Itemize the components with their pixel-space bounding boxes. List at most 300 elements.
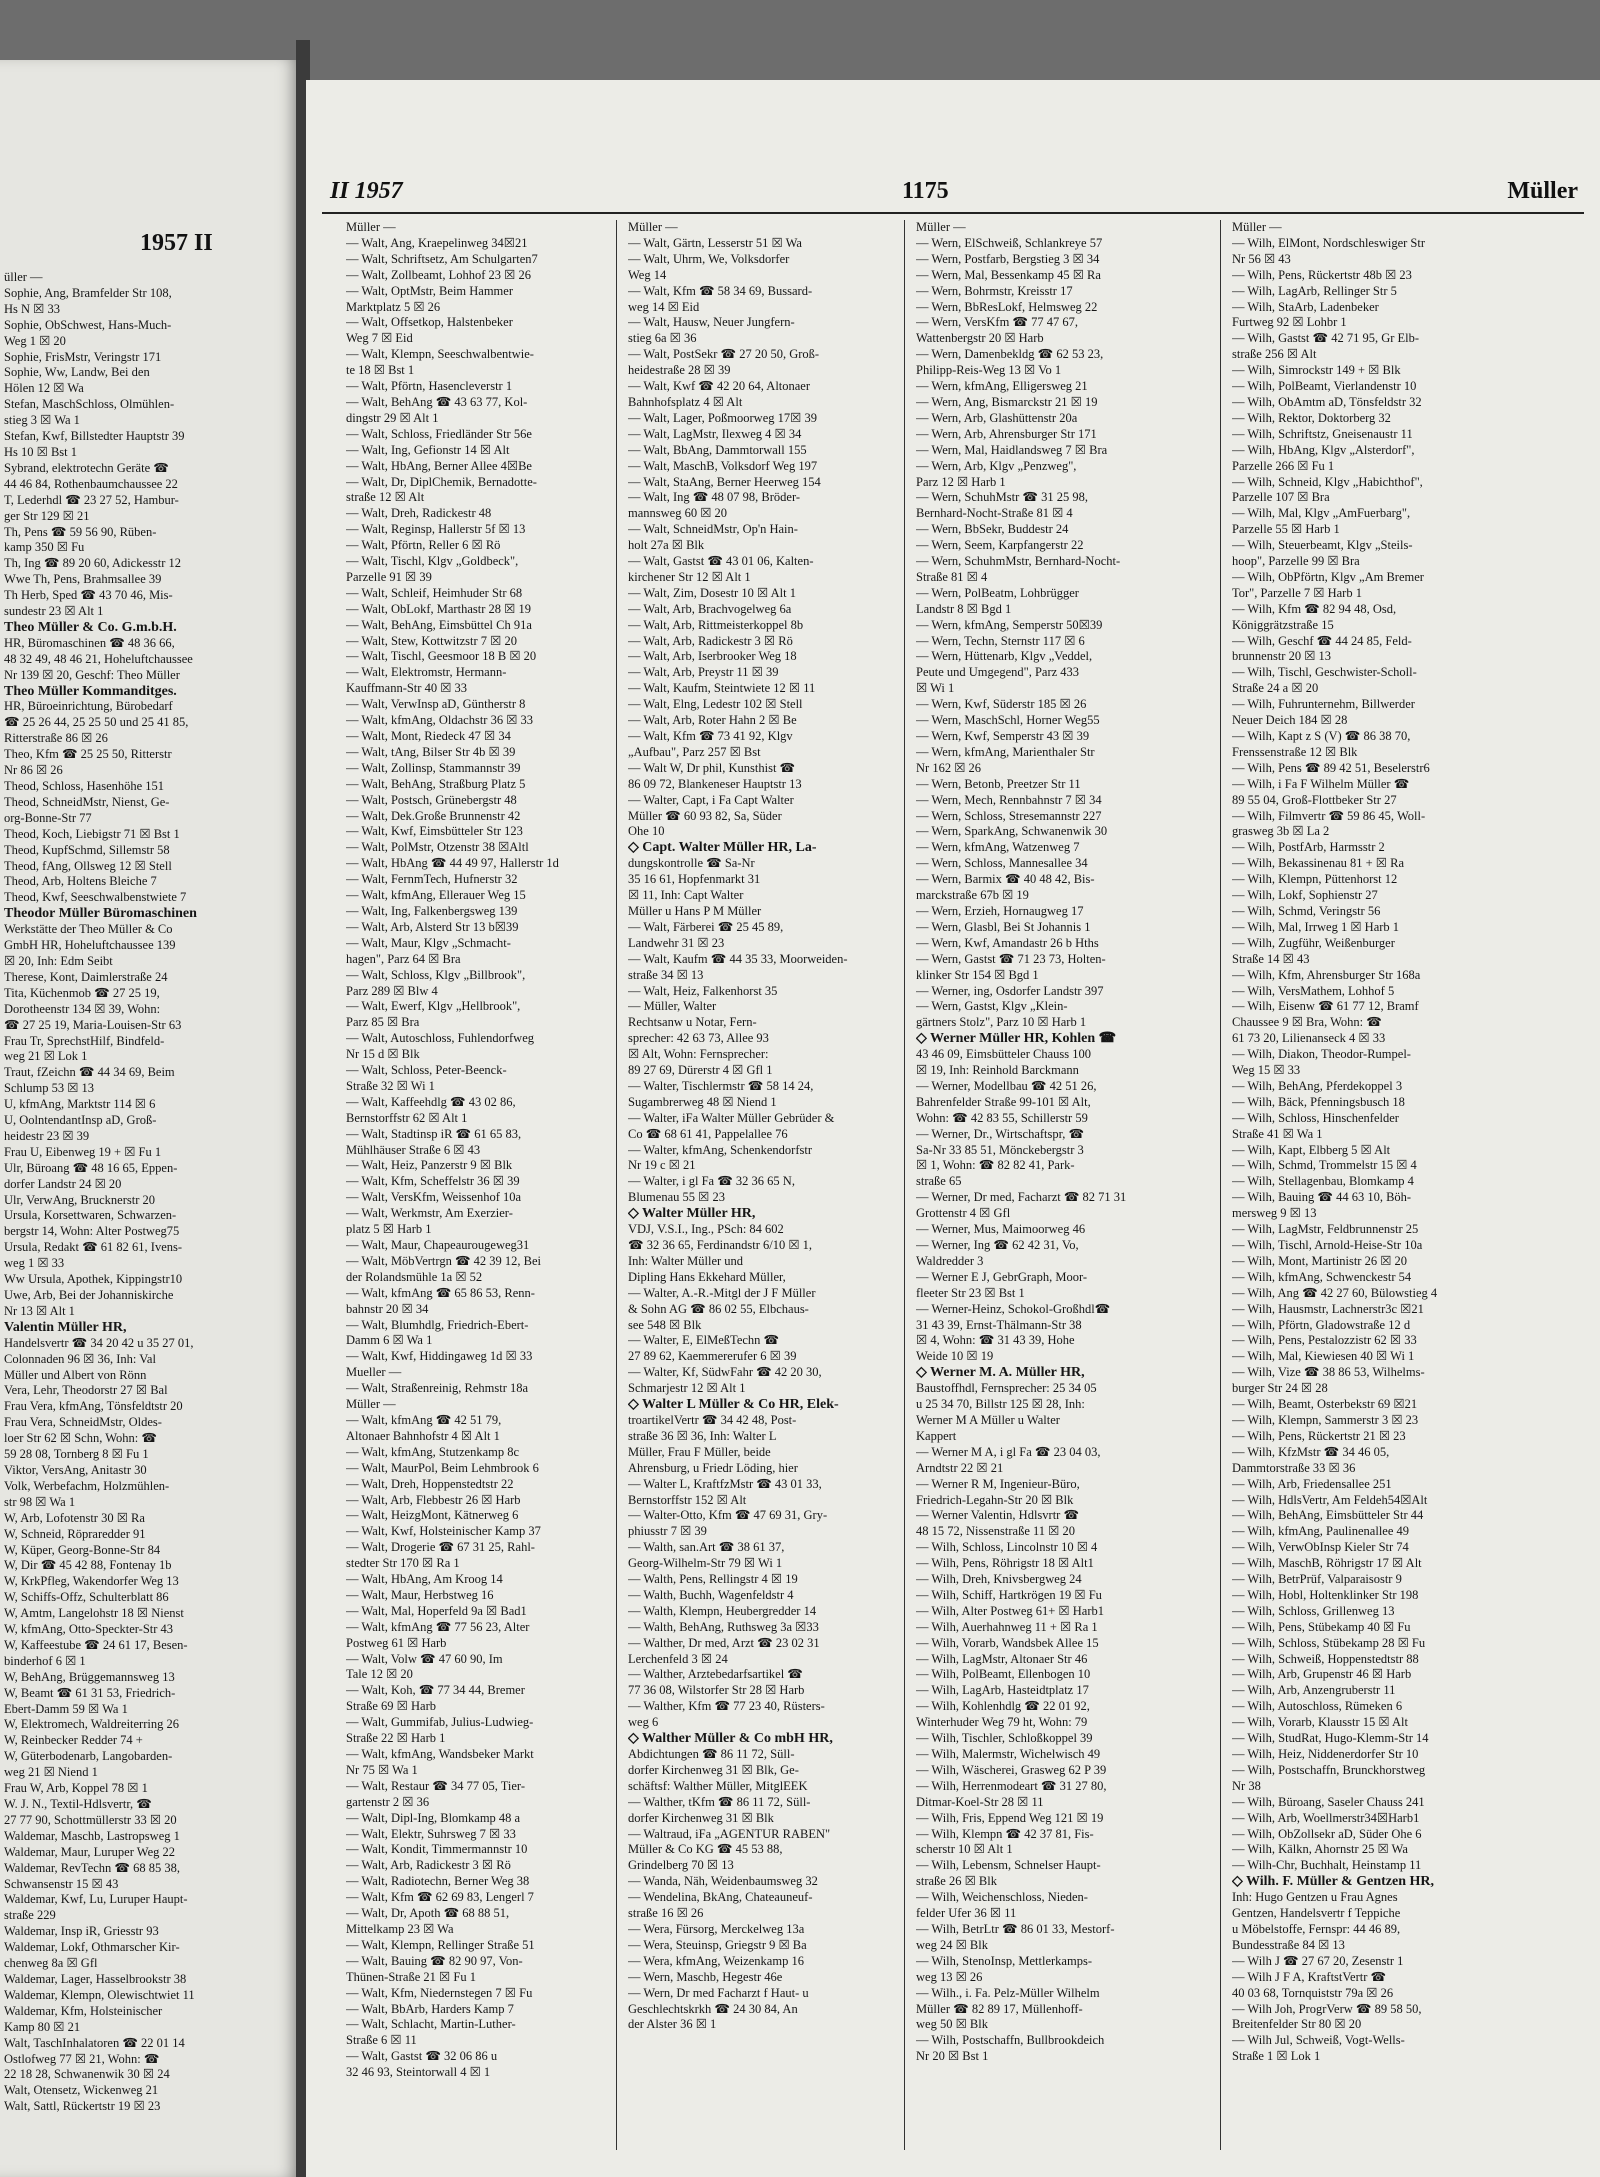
directory-entry-line: — Walth, Pens, Rellingstr 4 ☒ 19 <box>628 1572 798 1587</box>
directory-entry-line: — Wern, Erzieh, Hornaugweg 17 <box>916 903 1084 918</box>
directory-entry-line: 27 89 62, Kaemmererufer 6 ☒ 39 <box>628 1349 797 1364</box>
directory-entry-line: — Wilh, Schloss, Hinschenfelder <box>1232 1110 1399 1125</box>
directory-entry-line: — Wilh, Arb, Grupenstr 46 ☒ Harb <box>1232 1667 1412 1682</box>
directory-entry-line: — Wilh, Fuhrunternehm, Billwerder <box>1232 697 1415 712</box>
directory-entry-line: W, Schiffs-Offz, Schulterblatt 86 <box>4 1590 169 1605</box>
directory-entry-line: — Walt, Klempn, Seeschwalbentwie- <box>346 347 534 362</box>
directory-entry-line: — Wern, Maschb, Hegestr 46e <box>628 1969 783 1984</box>
directory-entry-line: — Walt, BehAng ☎ 43 63 77, Kol- <box>346 394 528 409</box>
directory-entry-line: — Walt, Schloss, Peter-Beenck- <box>346 1063 507 1078</box>
directory-entry-line: T, Lederhdl ☎ 23 27 52, Hambur- <box>4 492 179 507</box>
directory-entry-line: ◇ Walter Müller HR, <box>628 1206 756 1222</box>
directory-entry-line: ☒ Wi 1 <box>916 681 955 696</box>
directory-entry-line: mersweg 9 ☒ 13 <box>1232 1206 1317 1221</box>
directory-entry-line: Straße 22 ☒ Harb 1 <box>346 1731 446 1746</box>
directory-entry-line: Stefan, MaschSchloss, Olmühlen- <box>4 397 175 412</box>
directory-entry-line: Arndtstr 22 ☒ 21 <box>916 1460 1004 1475</box>
directory-entry-line: straße 256 ☒ Alt <box>1232 347 1317 362</box>
directory-entry-line: — Walt, kfmAng ☎ 42 51 79, <box>346 1412 502 1427</box>
directory-entry-line: Theod, Kwf, Seeschwalbenstwiete 7 <box>4 890 187 905</box>
directory-entry-line: chenweg 8a ☒ Gfl <box>4 1956 98 1971</box>
directory-entry-line: — Wilh, kfmAng, Schwenckestr 54 <box>1232 1269 1412 1284</box>
directory-entry-line: binderhof 6 ☒ 1 <box>4 1653 86 1668</box>
directory-entry-line: — Walt, Kfm ☎ 58 34 69, Bussard- <box>628 283 813 298</box>
directory-entry-line: 77 36 08, Wilstorfer Str 28 ☒ Harb <box>628 1683 805 1698</box>
directory-entry-line: u 25 34 70, Billstr 125 ☒ 28, Inh: <box>916 1397 1085 1412</box>
directory-entry-line: — Walt, Kfm ☎ 73 41 92, Klgv <box>628 729 793 743</box>
directory-entry-line: Theod, KupfSchmd, Sillemstr 58 <box>4 842 170 857</box>
directory-entry-line: Parz 85 ☒ Bra <box>346 1015 420 1030</box>
directory-entry-line: — Werner, Dr med, Facharzt ☎ 82 71 31 <box>916 1190 1127 1205</box>
directory-entry-line: — Wilh, KfzMstr ☎ 34 46 05, <box>1232 1444 1390 1459</box>
directory-entry-line: Dammtorstraße 33 ☒ 36 <box>1232 1460 1356 1475</box>
directory-entry-line: Theo, Kfm ☎ 25 25 50, Ritterstr <box>4 747 172 762</box>
directory-entry-line: Straße 24 a ☒ 20 <box>1232 681 1319 696</box>
directory-entry-line: Friedrich-Legahn-Str 20 ☒ Blk <box>916 1492 1074 1507</box>
directory-entry-line: — Wern, Mal, Haidlandsweg 7 ☒ Bra <box>916 442 1108 457</box>
directory-entry-line: — Walter, Capt, i Fa Capt Walter <box>628 792 794 807</box>
directory-entry-line: Waldemar, RevTechn ☎ 68 85 38, <box>4 1860 180 1875</box>
directory-entry-line: — Walter, A.-R.-Mitgl der J F Müller <box>628 1285 816 1300</box>
directory-entry-line: — Wilh, Arb, Woellmerstr34☒Harb1 <box>1232 1810 1420 1825</box>
directory-entry-line: Ursula, Korsettwaren, Schwarzen- <box>4 1208 177 1223</box>
directory-entry-line: Weg 15 ☒ 33 <box>1232 1063 1301 1078</box>
directory-entry-line: — Walt, Elng, Ledestr 102 ☒ Stell <box>628 697 803 712</box>
directory-entry-line: — Wilh, Postschaffn, Bullbrookdeich <box>916 2033 1105 2048</box>
directory-entry-line: — Walth, BehAng, Ruthsweg 3a ☒33 <box>628 1619 819 1634</box>
directory-entry-line: Straße 32 ☒ Wi 1 <box>346 1078 435 1093</box>
directory-entry-line: — Wilh, Autoschloss, Rümeken 6 <box>1232 1699 1403 1714</box>
directory-entry-line: Straße 6 ☒ 11 <box>346 2033 417 2048</box>
directory-entry-line: — Wilh, Rektor, Doktorberg 32 <box>1232 410 1391 425</box>
directory-entry-line: Kamp 80 ☒ 21 <box>4 2019 81 2034</box>
directory-entry-line: — Walt, Zim, Dosestr 10 ☒ Alt 1 <box>628 585 796 600</box>
directory-entry-line: — Walt, Volw ☎ 47 60 90, Im <box>346 1651 503 1666</box>
directory-entry-line: — Walth, Klempn, Heubergredder 14 <box>628 1603 817 1618</box>
directory-entry-line: kirchener Str 12 ☒ Alt 1 <box>628 569 751 584</box>
directory-entry-line: — Walt, Kaufm, Steintwiete 12 ☒ 11 <box>628 681 816 696</box>
directory-entry-line: W, Kaffeestube ☎ 24 61 17, Besen- <box>4 1637 188 1652</box>
directory-entry-line: weg 14 ☒ Eid <box>628 299 700 314</box>
directory-entry-line: — Wern, Gastst ☎ 71 23 73, Holten- <box>916 951 1106 966</box>
directory-entry-line: — Wern, Glasbl, Bei St Johannis 1 <box>916 919 1091 934</box>
directory-entry-line: Altonaer Bahnhofstr 4 ☒ Alt 1 <box>346 1428 500 1443</box>
directory-entry-line: Ursula, Redakt ☎ 61 82 61, Ivens- <box>4 1240 183 1255</box>
directory-entry-line: — Wilh, Pens, Rückertstr 48b ☒ 23 <box>1232 267 1412 282</box>
directory-entry-line: Frau Vera, SchneidMstr, Oldes- <box>4 1415 162 1430</box>
directory-entry-line: W, Schneid, Röpraredder 91 <box>4 1526 146 1541</box>
directory-entry-line: Ohe 10 <box>628 824 665 839</box>
directory-entry-line: — Wern, Arb, Glashüttenstr 20a <box>916 410 1078 425</box>
directory-entry-line: heidestraße 28 ☒ 39 <box>628 363 731 378</box>
directory-entry-line: — Wilh, Mal, Kiewiesen 40 ☒ Wi 1 <box>1232 1349 1415 1364</box>
directory-entry-line: — Wern, BbResLokf, Helmsweg 22 <box>916 299 1098 314</box>
directory-entry-line: — Wern, BbSekr, Buddestr 24 <box>916 522 1069 537</box>
directory-entry-line: — Walter, Tischlermstr ☎ 58 14 24, <box>628 1078 814 1093</box>
directory-entry-line: — Walt, ObLokf, Marthastr 28 ☒ 19 <box>346 601 531 616</box>
directory-entry-line: — Wilh, Simrockstr 149 + ☒ Blk <box>1232 363 1401 378</box>
directory-entry-line: — Wilh, Schmd, Veringstr 56 <box>1232 903 1381 918</box>
directory-entry-line: — Wilh, Schloss, Grillenweg 13 <box>1232 1603 1395 1618</box>
directory-entry-line: — Wera, Steuinsp, Griegstr 9 ☒ Ba <box>628 1937 807 1952</box>
directory-entry-line: Sophie, Ww, Landw, Bei den <box>4 365 150 380</box>
directory-entry-line: marckstraße 67b ☒ 19 <box>916 888 1029 903</box>
directory-entry-line: Ritterstraße 86 ☒ 26 <box>4 731 108 746</box>
directory-entry-line: — Wera, kfmAng, Weizenkamp 16 <box>628 1953 804 1968</box>
directory-entry-line: weg 50 ☒ Blk <box>916 2017 988 2032</box>
directory-entry-line: 27 77 90, Schottmüllerstr 33 ☒ 20 <box>4 1812 177 1827</box>
directory-entry-line: — Wilh, kfmAng, Paulinenallee 49 <box>1232 1524 1410 1539</box>
directory-entry-line: — Walter L, KraftfzMstr ☎ 43 01 33, <box>628 1476 822 1491</box>
directory-entry-line: Waldemar, Lokf, Othmarscher Kir- <box>4 1940 180 1955</box>
directory-entry-line: — Walt, Pförtn, Reller 6 ☒ Rö <box>346 538 501 553</box>
directory-entry-line: — Walt, Hausw, Neuer Jungfern- <box>628 315 795 330</box>
directory-entry-line: — Wern, Betonb, Preetzer Str 11 <box>916 776 1081 791</box>
directory-entry-line: Bernstorffstr 62 ☒ Alt 1 <box>346 1110 468 1125</box>
directory-entry-line: Inh: Hugo Gentzen u Frau Agnes <box>1232 1890 1398 1905</box>
directory-entry-line: ☒ 4, Wohn: ☎ 31 43 39, Hohe <box>916 1333 1075 1348</box>
directory-entry-line: — Wilh, Herrenmodeart ☎ 31 27 80, <box>916 1778 1107 1793</box>
directory-entry-line: — Walt, Zollbeamt, Lohhof 23 ☒ 26 <box>346 267 531 282</box>
directory-entry-line: Mueller — <box>346 1365 402 1380</box>
directory-entry-line: — Wilh, Schiff, Hartkrögen 19 ☒ Fu <box>916 1587 1102 1602</box>
directory-entry-line: W, Amtm, Langelohstr 18 ☒ Nienst <box>4 1606 184 1621</box>
directory-entry-line: ☒ 20, Inh: Edm Seibt <box>4 953 113 968</box>
directory-entry-line: — Wilh, Kfm ☎ 82 94 48, Osd, <box>1232 601 1397 616</box>
directory-entry-line: Uwe, Arb, Bei der Johanniskirche <box>4 1288 174 1302</box>
directory-entry-line: — Wilh, Klempn, Sammerstr 3 ☒ 23 <box>1232 1412 1419 1427</box>
directory-entry-line: Colonnaden 96 ☒ 36, Inh: Val <box>4 1351 156 1366</box>
directory-entry-line: — Wilh J ☎ 27 67 20, Zesenstr 1 <box>1232 1953 1404 1968</box>
directory-entry-line: weg 24 ☒ Blk <box>916 1937 988 1952</box>
directory-entry-line: — Walt, kfmAng, Ellerauer Weg 15 <box>346 888 526 903</box>
directory-entry-line: — Walt, StaAng, Berner Heerweg 154 <box>628 474 821 489</box>
directory-entry-line: — Wern, Kwf, Semperstr 43 ☒ 39 <box>916 729 1090 743</box>
directory-entry-line: — Walt, Kondit, Timmermannstr 10 <box>346 1842 528 1857</box>
directory-entry-line: — Walt, HbAng, Berner Allee 4☒Be <box>346 458 532 473</box>
directory-entry-line: — Wilh-Chr, Buchhalt, Heinstamp 11 <box>1232 1858 1422 1873</box>
directory-entry-line: — Walt, Schloss, Friedländer Str 56e <box>346 426 532 441</box>
directory-entry-line: — Wilh, VerwObInsp Kieler Str 74 <box>1232 1540 1409 1555</box>
directory-entry-line: phiusstr 7 ☒ 39 <box>628 1524 707 1539</box>
directory-entry-line: W, Dir ☎ 45 42 88, Fontenay 1b <box>4 1558 172 1573</box>
directory-entry-line: Tor", Parzelle 7 ☒ Harb 1 <box>1232 585 1362 600</box>
directory-entry-line: — Walth, Buchh, Wagenfeldstr 4 <box>628 1587 794 1602</box>
directory-entry-line: — Walt, kfmAng, Stutzenkamp 8c <box>346 1444 520 1459</box>
directory-entry-line: str 98 ☒ Wa 1 <box>4 1494 76 1509</box>
directory-entry-line: — Walt, tAng, Bilser Str 4b ☒ 39 <box>346 744 516 759</box>
directory-entry-line: — Walt, Ing, Falkenbergsweg 139 <box>346 903 518 918</box>
directory-entry-line: Müller — <box>346 1397 396 1412</box>
directory-entry-line: W, Elektromech, Waldreiterring 26 <box>4 1717 179 1732</box>
directory-entry-line: Damm 6 ☒ Wa 1 <box>346 1333 433 1348</box>
directory-entry-line: — Walt, Maur, Klgv „Schmacht- <box>346 935 511 950</box>
directory-entry-line: — Wilh, Tischler, Schloßkoppel 39 <box>916 1731 1093 1746</box>
directory-entry-line: Co ☎ 68 61 41, Pappelallee 76 <box>628 1126 788 1141</box>
directory-entry-line: — Wern, Schloss, Mannesallee 34 <box>916 856 1088 871</box>
directory-entry-line: — Walt, Kaufm ☎ 44 35 33, Moorweiden- <box>628 951 848 966</box>
directory-entry-line: — Walt, Dreh, Hoppenstedtstr 22 <box>346 1476 514 1491</box>
directory-entry-line: — Wilh, Schloss, Lincolnstr 10 ☒ 4 <box>916 1540 1098 1555</box>
directory-entry-line: — Walt, Drogerie ☎ 67 31 25, Rahl- <box>346 1540 535 1555</box>
directory-entry-line: — Wilh, Heiz, Niddenerdorfer Str 10 <box>1232 1747 1419 1761</box>
directory-entry-line: Hs N ☒ 33 <box>4 301 60 316</box>
directory-entry-line: straße 229 <box>4 1908 56 1923</box>
directory-entry-line: grasweg 3b ☒ La 2 <box>1232 824 1330 839</box>
directory-entry-line: Bahnhofsplatz 4 ☒ Alt <box>628 394 743 409</box>
directory-entry-line: ☒ 19, Inh: Reinhold Barckmann <box>916 1063 1079 1078</box>
directory-entry-line: — Walt, Arb, Radickestr 3 ☒ Rö <box>346 1858 511 1873</box>
directory-entry-line: Thünen-Straße 21 ☒ Fu 1 <box>346 1969 476 1984</box>
directory-entry-line: platz 5 ☒ Harb 1 <box>346 1222 432 1237</box>
directory-entry-line: fleeter Str 23 ☒ Bst 1 <box>916 1285 1025 1300</box>
directory-entry-line: — Walt, HbAng, Am Kroog 14 <box>346 1572 503 1587</box>
directory-entry-line: Straße 81 ☒ 4 <box>916 569 988 584</box>
directory-entry-line: — Wern, Kwf, Amandastr 26 b Hths <box>916 935 1099 950</box>
directory-entry-line: — Wilh, Alter Postweg 61+ ☒ Harb1 <box>916 1603 1104 1618</box>
directory-entry-line: ger Str 129 ☒ 21 <box>4 508 90 523</box>
directory-entry-line: dingstr 29 ☒ Alt 1 <box>346 410 439 425</box>
directory-entry-line: Frau Vera, kfmAng, Tönsfeldtstr 20 <box>4 1399 183 1414</box>
directory-entry-line: HR, Büroeinrichtung, Bürobedarf <box>4 699 173 714</box>
directory-entry-line: — Wilh, VersMathem, Lohhof 5 <box>1232 983 1395 998</box>
directory-entry-line: Mühlhäuser Straße 6 ☒ 43 <box>346 1142 481 1157</box>
directory-entry-line: Abdichtungen ☎ 86 11 72, Süll- <box>628 1747 795 1761</box>
directory-entry-line: — Wilh, Bäck, Pfenningsbusch 18 <box>1232 1094 1405 1109</box>
directory-entry-line: — Walt, Arb, Brachvogelweg 6a <box>628 601 792 616</box>
directory-entry-line: Dipling Hans Ekkehard Müller, <box>628 1269 786 1284</box>
directory-entry-line: bahnstr 20 ☒ 34 <box>346 1301 429 1316</box>
directory-entry-line: — Wilh, Postschaffn, Brunckhorstweg <box>1232 1762 1426 1777</box>
directory-entry-line: Waldemar, Klempn, Olewischtwiet 11 <box>4 1987 195 2002</box>
directory-entry-line: — Wern, kfmAng, Elligersweg 21 <box>916 379 1088 394</box>
directory-entry-line: Müller — <box>1232 220 1282 234</box>
directory-entry-line: Werner M A Müller u Walter <box>916 1412 1060 1427</box>
directory-entry-line: holt 27a ☒ Blk <box>628 538 705 553</box>
directory-entry-line: Philipp-Reis-Weg 13 ☒ Vo 1 <box>916 363 1062 378</box>
directory-entry-line: burger Str 24 ☒ 28 <box>1232 1381 1328 1396</box>
directory-entry-line: — Walt, Maur, Chapeaurougeweg31 <box>346 1238 530 1252</box>
directory-entry-line: — Walt, Gummifab, Julius-Ludwieg- <box>346 1715 534 1730</box>
directory-entry-line: — Walt, Arb, Roter Hahn 2 ☒ Be <box>628 713 797 728</box>
directory-entry-line: 43 46 09, Eimsbütteler Chauss 100 <box>916 1047 1091 1062</box>
directory-entry-line: Frau U, Eibenweg 19 + ☒ Fu 1 <box>4 1144 162 1159</box>
directory-entry-line: Th Herb, Sped ☎ 43 70 46, Mis- <box>4 588 173 603</box>
directory-entry-line: heidestr 23 ☒ 39 <box>4 1128 90 1143</box>
directory-entry-line: — Wilh, BehAng, Eimsbütteler Str 44 <box>1232 1508 1424 1523</box>
directory-entry-line: Theod, Koch, Liebigstr 71 ☒ Bst 1 <box>4 826 180 841</box>
directory-entry-line: Schmarjestr 12 ☒ Alt 1 <box>628 1381 746 1396</box>
directory-entry-line: Chaussee 9 ☒ Bra, Wohn: ☎ <box>1232 1015 1382 1030</box>
directory-entry-line: — Walther, Kfm ☎ 77 23 40, Rüsters- <box>628 1699 825 1714</box>
directory-entry-line: Müller — <box>628 220 678 234</box>
directory-entry-line: — Walt, Arb, Iserbrooker Weg 18 <box>628 649 797 664</box>
directory-entry-line: — Walt, Uhrm, We, Volksdorfer <box>628 251 790 266</box>
directory-entry-line: — Wilh, Hausmstr, Lachnerstr3c ☒21 <box>1232 1301 1424 1316</box>
directory-entry-line: — Wilh, StaArb, Ladenbeker <box>1232 299 1379 314</box>
directory-entry-line: — Walt, kfmAng ☎ 65 86 53, Renn- <box>346 1285 535 1300</box>
directory-entry-line: Walt, TaschInhalatoren ☎ 22 01 14 <box>4 2035 185 2050</box>
directory-entry-line: — Wern, Mech, Rennbahnstr 7 ☒ 34 <box>916 792 1102 807</box>
directory-entry-line: ◇ Walter L Müller & Co HR, Elek- <box>628 1397 839 1413</box>
directory-entry-line: weg 6 <box>628 1715 659 1730</box>
directory-entry-line: Marktplatz 5 ☒ 26 <box>346 299 441 314</box>
directory-entry-line: — Walt, MöbVertrgn ☎ 42 39 12, Bei <box>346 1253 541 1268</box>
directory-entry-line: — Walt, PostSekr ☎ 27 20 50, Groß- <box>628 347 820 362</box>
directory-entry-line: ☒ 11, Inh: Capt Walter <box>628 888 744 903</box>
directory-entry-line: — Wern, kfmAng, Watzenweg 7 <box>916 840 1080 855</box>
right-page <box>306 80 1600 2177</box>
directory-entry-line: Kappert <box>916 1428 957 1443</box>
directory-entry-line: ☎ 32 36 65, Ferdinandstr 6/10 ☒ 1, <box>628 1238 813 1252</box>
directory-entry-line: — Walt, Koh, ☎ 77 34 44, Bremer <box>346 1683 525 1698</box>
directory-entry-line: — Wilh, Lebensm, Schnelser Haupt- <box>916 1858 1101 1873</box>
directory-column-2 <box>628 220 868 2160</box>
directory-entry-line: Parzelle 107 ☒ Bra <box>1232 490 1330 505</box>
directory-entry-line: — Werner Valentin, Hdlsvrtr ☎ <box>916 1508 1080 1523</box>
directory-entry-line: — Wilh, Klempn, Püttenhorst 12 <box>1232 872 1398 887</box>
directory-entry-line: — Wern, Bohrmstr, Kreisstr 17 <box>916 283 1073 298</box>
directory-entry-line: 44 46 84, Rothenbaumchaussee 22 <box>4 476 178 491</box>
directory-entry-line: — Wilh, ObAmtm aD, Tönsfeldstr 32 <box>1232 394 1422 409</box>
directory-entry-line: Neuer Deich 184 ☒ 28 <box>1232 713 1348 728</box>
directory-entry-line: — Walt, Ing ☎ 48 07 98, Bröder- <box>628 490 801 505</box>
directory-entry-line: Hs 10 ☒ Bst 1 <box>4 444 78 459</box>
directory-entry-line: Straße 1 ☒ Lok 1 <box>1232 2049 1321 2064</box>
directory-entry-line: — Walt, MaschB, Volksdorf Weg 197 <box>628 458 818 473</box>
directory-entry-line: — Wern, Arb, Klgv „Penzweg", <box>916 458 1077 473</box>
directory-entry-line: Ulr, Büroang ☎ 48 16 65, Eppen- <box>4 1160 178 1175</box>
directory-entry-line: Therese, Kont, Daimlerstraße 24 <box>4 969 168 984</box>
directory-entry-line: Nr 139 ☒ 20, Geschf: Theo Müller <box>4 667 180 682</box>
directory-entry-line: Postweg 61 ☒ Harb <box>346 1635 447 1650</box>
directory-entry-line: kamp 350 ☒ Fu <box>4 540 85 555</box>
directory-entry-line: Inh: Walter Müller und <box>628 1253 744 1268</box>
directory-entry-line: — Wilh, PolBeamt, Vierlandenstr 10 <box>1232 379 1417 394</box>
directory-entry-line: Müller — <box>916 220 966 234</box>
directory-entry-line: — Walt, Schleif, Heimhuder Str 68 <box>346 585 523 600</box>
directory-entry-line: — Wilh, PostfArb, Harmsstr 2 <box>1232 840 1385 855</box>
directory-entry-line: Walt, Sattl, Rückertstr 19 ☒ 23 <box>4 2099 161 2114</box>
directory-entry-line: Weg 14 <box>628 267 667 282</box>
directory-entry-line: Sophie, Ang, Bramfelder Str 108, <box>4 285 172 300</box>
directory-entry-line: — Wilh, Pens, Pestalozzistr 62 ☒ 33 <box>1232 1333 1417 1348</box>
directory-entry-line: Müller ☎ 82 89 17, Müllenhoff- <box>916 2001 1083 2016</box>
directory-entry-line: — Wilh, Steuerbeamt, Klgv „Steils- <box>1232 538 1413 553</box>
directory-entry-line: Ulr, VerwAng, Brucknerstr 20 <box>4 1192 155 1207</box>
directory-entry-line: — Wilh, StenoInsp, Mettlerkamps- <box>916 1953 1092 1968</box>
directory-entry-line: — Walt, Ang, Kraepelinweg 34☒21 <box>346 235 528 250</box>
directory-entry-line: — Wern, Ang, Bismarckstr 21 ☒ 19 <box>916 394 1098 409</box>
directory-entry-line: — Wern, Damenbekldg ☎ 62 53 23, <box>916 347 1104 362</box>
directory-entry-line: 61 73 20, Lilienanseck 4 ☒ 33 <box>1232 1031 1386 1046</box>
directory-entry-line: u Möbelstoffe, Fernspr: 44 46 89, <box>1232 1921 1401 1936</box>
directory-entry-line: Waldemar, Maschb, Lastropsweg 1 <box>4 1828 180 1843</box>
directory-entry-line: Grottenstr 4 ☒ Gfl <box>916 1206 1011 1221</box>
directory-entry-line: — Wilh, StudRat, Hugo-Klemm-Str 14 <box>1232 1731 1429 1746</box>
directory-entry-line: — Werner, ing, Osdorfer Landstr 397 <box>916 983 1104 998</box>
directory-entry-line: Werkstätte der Theo Müller & Co <box>4 922 173 937</box>
directory-entry-line: — Walt, Klempn, Rellinger Straße 51 <box>346 1937 535 1952</box>
left-page-column <box>4 270 284 2177</box>
directory-entry-line: Theod, Arb, Holtens Bleiche 7 <box>4 874 157 889</box>
directory-entry-line: — Walt, Ewerf, Klgv „Hellbrook", <box>346 999 521 1014</box>
directory-entry-line: — Walt, Dipl-Ing, Blomkamp 48 a <box>346 1810 521 1825</box>
directory-entry-line: Georg-Wilhelm-Str 79 ☒ Wi 1 <box>628 1556 783 1571</box>
directory-entry-line: — Wilh, Malermstr, Wichelwisch 49 <box>916 1747 1101 1761</box>
directory-entry-line: — Wilh, Wäscherei, Grasweg 62 P 39 <box>916 1762 1107 1777</box>
directory-entry-line: — Walt, BbAng, Dammtorwall 155 <box>628 442 807 457</box>
directory-entry-line: Schwansenstr 15 ☒ 43 <box>4 1876 119 1891</box>
directory-entry-line: — Wern, Seem, Karpfangerstr 22 <box>916 538 1084 553</box>
directory-entry-line: Theo Müller & Co. G.m.b.H. <box>4 619 177 635</box>
directory-entry-line: — Walt W, Dr phil, Kunsthist ☎ <box>628 760 796 775</box>
directory-entry-line: Waldemar, Maur, Luruper Weg 22 <box>4 1844 176 1859</box>
directory-entry-line: — Wilh J F A, KraftstVertr ☎ <box>1232 1969 1387 1984</box>
directory-entry-line: Nr 86 ☒ 26 <box>4 763 63 778</box>
directory-entry-line: — Walt, HbAng ☎ 44 49 97, Hallerstr 1d <box>346 856 559 871</box>
directory-entry-line: — Werner M A, i gl Fa ☎ 23 04 03, <box>916 1444 1101 1459</box>
directory-entry-line: mannsweg 60 ☒ 20 <box>628 506 728 521</box>
directory-entry-line: Grindelberg 70 ☒ 13 <box>628 1858 734 1873</box>
directory-entry-line: sprecher: 42 63 73, Allee 93 <box>628 1031 769 1046</box>
directory-entry-line: — Walt, Kwf, Hiddingaweg 1d ☒ 33 <box>346 1349 533 1364</box>
directory-entry-line: HR, Büromaschinen ☎ 48 36 66, <box>4 635 175 650</box>
directory-entry-line: — Walt, Arb, Rittmeisterkoppel 8b <box>628 617 804 632</box>
directory-entry-line: straße 12 ☒ Alt <box>346 490 425 505</box>
directory-entry-line: — Wilh, Pens ☎ 89 42 51, Beselerstr6 <box>1232 760 1430 775</box>
directory-entry-line: Rechtsanw u Notar, Fern- <box>628 1015 757 1030</box>
directory-entry-line: Ahrensburg, u Friedr Löding, hier <box>628 1460 798 1475</box>
directory-entry-line: U, OolntendantInsp aD, Groß- <box>4 1113 157 1128</box>
directory-entry-line: — Wilh, Filmvertr ☎ 59 86 45, Woll- <box>1232 808 1426 823</box>
directory-entry-line: — Wilh, Stellagenbau, Blomkamp 4 <box>1232 1174 1414 1189</box>
directory-entry-line: Nr 56 ☒ 43 <box>1232 251 1291 266</box>
directory-entry-line: — Walt, Radiotechn, Berner Weg 38 <box>346 1874 530 1889</box>
directory-entry-line: Waldredder 3 <box>916 1253 984 1268</box>
directory-entry-line: — Walt, Gärtn, Lesserstr 51 ☒ Wa <box>628 235 802 250</box>
directory-entry-line: — Walt, Blumhdlg, Friedrich-Ebert- <box>346 1317 529 1332</box>
directory-entry-line: — Wilh, Vorarb, Klausstr 15 ☒ Alt <box>1232 1715 1408 1730</box>
directory-entry-line: — Wilh, Schloss, Stübekamp 28 ☒ Fu <box>1232 1635 1426 1650</box>
directory-entry-line: — Walt, Straßenreinig, Rehmstr 18a <box>346 1381 529 1396</box>
directory-entry-line: gartenstr 2 ☒ 36 <box>346 1794 430 1809</box>
directory-entry-line: Weg 1 ☒ 20 <box>4 333 66 348</box>
directory-entry-line: — Wern, Hüttenarb, Klgv „Veddel, <box>916 649 1093 664</box>
directory-entry-line: Bahrenfelder Straße 99-101 ☒ Alt, <box>916 1094 1091 1109</box>
directory-entry-line: — Wilh, Bauing ☎ 44 63 10, Böh- <box>1232 1190 1412 1205</box>
directory-entry-line: straße 26 ☒ Blk <box>916 1874 997 1889</box>
directory-entry-line: — Walt, Schlacht, Martin-Luther- <box>346 2017 516 2032</box>
directory-entry-line: — Wilh, ObZollsekr aD, Süder Ohe 6 <box>1232 1826 1422 1841</box>
directory-entry-line: — Wilh, Pens, Röhrigstr 18 ☒ Alt1 <box>916 1556 1094 1571</box>
directory-entry-line: — Walt, kfmAng, Oldachstr 36 ☒ 33 <box>346 713 534 728</box>
directory-entry-line: — Walt, VersKfm, Weissenhof 10a <box>346 1190 522 1205</box>
directory-entry-line: — Walt, Bauing ☎ 82 90 97, Von- <box>346 1953 523 1968</box>
directory-entry-line: — Waltraud, iFa „AGENTUR RABEN" <box>628 1826 831 1841</box>
directory-entry-line: — Wilh, Pens, Stübekamp 40 ☒ Fu <box>1232 1619 1411 1634</box>
directory-column-3 <box>916 220 1156 2160</box>
directory-entry-line: Müller, Frau F Müller, beide <box>628 1444 771 1459</box>
directory-entry-line: Theod, fAng, Ollsweg 12 ☒ Stell <box>4 858 172 873</box>
directory-entry-line: — Wilh, Diakon, Theodor-Rumpel- <box>1232 1047 1411 1062</box>
directory-entry-line: — Walt, Pförtn, Hasencleverstr 1 <box>346 379 513 394</box>
directory-entry-line: Handelsvertr ☎ 34 20 42 u 35 27 01, <box>4 1335 194 1350</box>
directory-entry-line: — Walther, Arztebedarfsartikel ☎ <box>628 1667 803 1682</box>
directory-entry-line: — Wern, SparkAng, Schwanenwik 30 <box>916 824 1108 839</box>
directory-entry-line: — Wilh, Vorarb, Wandsbek Allee 15 <box>916 1635 1099 1650</box>
directory-entry-line: — Walt, Dr, DiplChemik, Bernadotte- <box>346 474 537 489</box>
